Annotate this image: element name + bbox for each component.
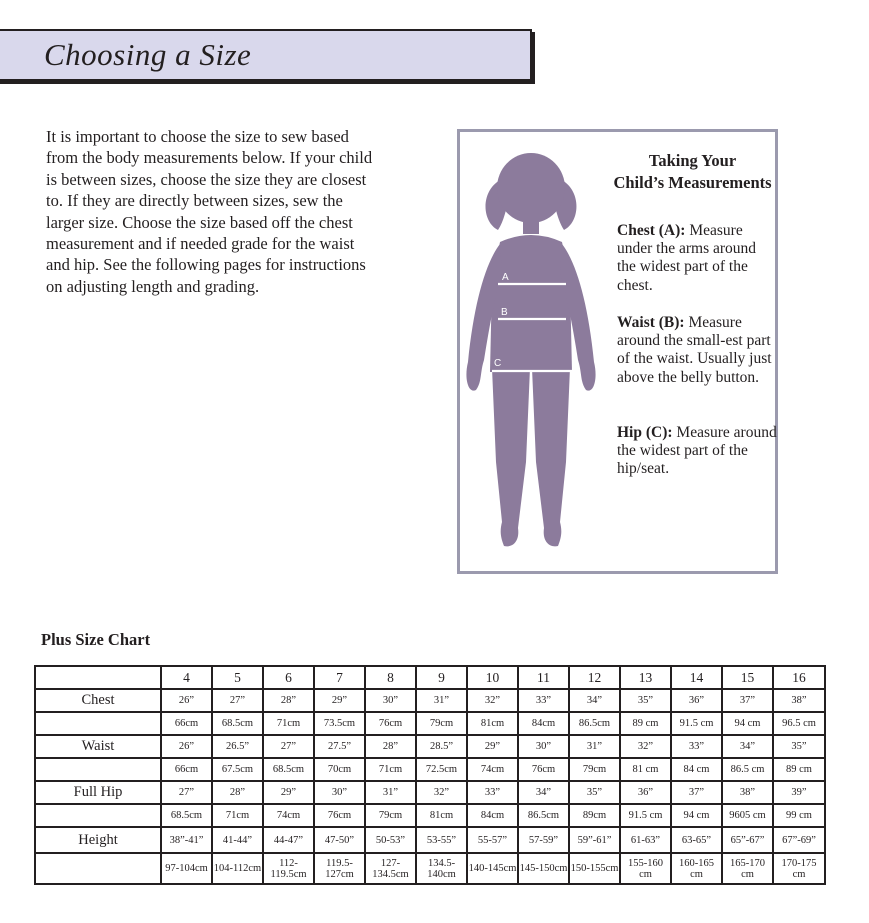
inch-value-cell: 29”	[467, 735, 518, 758]
cm-value-cell: 91.5 cm	[671, 712, 722, 735]
inch-value-cell: 37”	[671, 781, 722, 804]
panel-heading	[605, 150, 780, 194]
inch-value-cell: 32”	[467, 689, 518, 712]
inch-value-cell: 33”	[671, 735, 722, 758]
size-header-cell: 5	[212, 666, 263, 689]
inch-value-cell: 27”	[263, 735, 314, 758]
inch-value-cell: 34”	[569, 689, 620, 712]
cm-value-cell: 86.5 cm	[722, 758, 773, 781]
cm-value-cell: 66cm	[161, 712, 212, 735]
size-header-cell: 16	[773, 666, 825, 689]
size-chart-table	[34, 665, 826, 885]
marker-c: C	[494, 358, 502, 369]
inch-value-cell: 35”	[620, 689, 671, 712]
cm-value-cell: 73.5cm	[314, 712, 365, 735]
cm-value-cell: 79cm	[569, 758, 620, 781]
inch-value-cell: 32”	[416, 781, 467, 804]
inch-value-cell: 38”	[773, 689, 825, 712]
hip-label: Hip (C):	[617, 424, 673, 441]
row-label-height: Height	[35, 827, 161, 853]
cm-value-cell: 84cm	[518, 712, 569, 735]
cm-value-cell: 81cm	[467, 712, 518, 735]
cm-value-cell: 81cm	[416, 804, 467, 827]
cm-value-cell: 140-145cm	[467, 853, 518, 884]
cm-value-cell: 94 cm	[722, 712, 773, 735]
size-header-cell: 6	[263, 666, 314, 689]
chest-label: Chest (A):	[617, 222, 686, 239]
measurement-panel	[457, 129, 778, 574]
inch-value-cell: 34”	[722, 735, 773, 758]
cm-value-cell: 68.5cm	[161, 804, 212, 827]
row-label-blank	[35, 712, 161, 735]
cm-value-cell: 96.5 cm	[773, 712, 825, 735]
inch-value-cell: 26.5”	[212, 735, 263, 758]
cm-value-cell: 66cm	[161, 758, 212, 781]
cm-value-cell: 145-150cm	[518, 853, 569, 884]
cm-value-cell: 68.5cm	[212, 712, 263, 735]
cm-value-cell: 155-160 cm	[620, 853, 671, 884]
chest-instruction	[617, 222, 777, 295]
inch-value-cell: 55-57”	[467, 827, 518, 853]
inch-value-cell: 29”	[314, 689, 365, 712]
inch-value-cell: 36”	[620, 781, 671, 804]
inch-value-cell: 26”	[161, 735, 212, 758]
inch-value-cell: 26”	[161, 689, 212, 712]
inch-value-cell: 36”	[671, 689, 722, 712]
inch-value-cell: 37”	[722, 689, 773, 712]
waist-text: Measure around the small-est part of the waist. Usually just above the belly button.	[617, 314, 772, 386]
cm-value-cell: 76cm	[365, 712, 416, 735]
page-title: Choosing a Size	[44, 37, 252, 72]
row-label-full-hip: Full Hip	[35, 781, 161, 804]
cm-value-cell: 97-104cm	[161, 853, 212, 884]
panel-heading-line-2: Child’s Measurements	[613, 173, 772, 192]
inch-value-cell: 30”	[518, 735, 569, 758]
inch-value-cell: 27”	[212, 689, 263, 712]
cm-value-cell: 134.5-140cm	[416, 853, 467, 884]
cm-value-cell: 84cm	[467, 804, 518, 827]
cm-value-cell: 68.5cm	[263, 758, 314, 781]
size-header-cell: 7	[314, 666, 365, 689]
marker-a: A	[502, 272, 509, 283]
inch-value-cell: 30”	[365, 689, 416, 712]
cm-value-cell: 170-175 cm	[773, 853, 825, 884]
row-label-blank	[35, 853, 161, 884]
cm-value-cell: 72.5cm	[416, 758, 467, 781]
title-banner	[0, 29, 532, 81]
inch-value-cell: 67”-69”	[773, 827, 825, 853]
cm-value-cell: 71cm	[365, 758, 416, 781]
inch-value-cell: 32”	[620, 735, 671, 758]
row-label-blank	[35, 758, 161, 781]
cm-value-cell: 127-134.5cm	[365, 853, 416, 884]
inch-value-cell: 61-63”	[620, 827, 671, 853]
cm-value-cell: 76cm	[314, 804, 365, 827]
row-label-blank	[35, 804, 161, 827]
size-header-cell: 15	[722, 666, 773, 689]
inch-value-cell: 30”	[314, 781, 365, 804]
inch-value-cell: 38”	[722, 781, 773, 804]
cm-value-cell: 89 cm	[620, 712, 671, 735]
cm-value-cell: 71cm	[263, 712, 314, 735]
inch-value-cell: 28”	[365, 735, 416, 758]
size-header-cell: 8	[365, 666, 416, 689]
cm-value-cell: 71cm	[212, 804, 263, 827]
cm-value-cell: 67.5cm	[212, 758, 263, 781]
cm-value-cell: 74cm	[467, 758, 518, 781]
hip-instruction	[617, 424, 777, 479]
inch-value-cell: 41-44”	[212, 827, 263, 853]
inch-value-cell: 50-53”	[365, 827, 416, 853]
inch-value-cell: 34”	[518, 781, 569, 804]
cm-value-cell: 94 cm	[671, 804, 722, 827]
inch-value-cell: 65”-67”	[722, 827, 773, 853]
cm-value-cell: 84 cm	[671, 758, 722, 781]
inch-value-cell: 28”	[212, 781, 263, 804]
cm-value-cell: 86.5cm	[569, 712, 620, 735]
inch-value-cell: 38”-41”	[161, 827, 212, 853]
size-chart-title: Plus Size Chart	[41, 630, 151, 649]
size-header-cell: 11	[518, 666, 569, 689]
cm-value-cell: 89cm	[569, 804, 620, 827]
inch-value-cell: 53-55”	[416, 827, 467, 853]
cm-value-cell: 86.5cm	[518, 804, 569, 827]
cm-value-cell: 89 cm	[773, 758, 825, 781]
inch-value-cell: 31”	[365, 781, 416, 804]
cm-value-cell: 104-112cm	[212, 853, 263, 884]
row-label-chest: Chest	[35, 689, 161, 712]
intro-paragraph: It is important to choose the size to sew based from the body measurements below. If your child is between sizes, choose the size they are closest to. If they are directly between sizes, sew the larger size. Choose the size based off the chest measurement and if needed grade for the waist and hip. See the following pages for instructions on adjusting length and grading.	[46, 127, 373, 296]
inch-value-cell: 57-59”	[518, 827, 569, 853]
inch-value-cell: 28.5”	[416, 735, 467, 758]
cm-value-cell: 112-119.5cm	[263, 853, 314, 884]
size-header-cell: 12	[569, 666, 620, 689]
cm-value-cell: 119.5-127cm	[314, 853, 365, 884]
cm-value-cell: 76cm	[518, 758, 569, 781]
waist-instruction	[617, 314, 777, 387]
inch-value-cell: 39”	[773, 781, 825, 804]
cm-value-cell: 165-170 cm	[722, 853, 773, 884]
size-header-cell: 10	[467, 666, 518, 689]
panel-heading-line-1: Taking Your	[648, 151, 737, 170]
cm-value-cell: 70cm	[314, 758, 365, 781]
size-header-cell: 14	[671, 666, 722, 689]
cm-value-cell: 91.5 cm	[620, 804, 671, 827]
cm-value-cell: 79cm	[416, 712, 467, 735]
inch-value-cell: 44-47”	[263, 827, 314, 853]
cm-value-cell: 9605 cm	[722, 804, 773, 827]
inch-value-cell: 33”	[467, 781, 518, 804]
cm-value-cell: 79cm	[365, 804, 416, 827]
hip-text: Measure around the widest part of the hip/seat.	[617, 424, 777, 478]
cm-value-cell: 150-155cm	[569, 853, 620, 884]
inch-value-cell: 29”	[263, 781, 314, 804]
header-corner-cell	[35, 666, 161, 689]
cm-value-cell: 99 cm	[773, 804, 825, 827]
inch-value-cell: 47-50”	[314, 827, 365, 853]
row-label-waist: Waist	[35, 735, 161, 758]
waist-label: Waist (B):	[617, 314, 685, 331]
inch-value-cell: 63-65”	[671, 827, 722, 853]
inch-value-cell: 27”	[161, 781, 212, 804]
inch-value-cell: 35”	[569, 781, 620, 804]
cm-value-cell: 74cm	[263, 804, 314, 827]
chest-text: Measure under the arms around the widest part of the chest.	[617, 222, 757, 294]
marker-b: B	[501, 307, 508, 318]
inch-value-cell: 31”	[569, 735, 620, 758]
cm-value-cell: 81 cm	[620, 758, 671, 781]
inch-value-cell: 28”	[263, 689, 314, 712]
size-header-cell: 9	[416, 666, 467, 689]
inch-value-cell: 27.5”	[314, 735, 365, 758]
inch-value-cell: 59”-61”	[569, 827, 620, 853]
inch-value-cell: 33”	[518, 689, 569, 712]
inch-value-cell: 35”	[773, 735, 825, 758]
size-header-cell: 13	[620, 666, 671, 689]
inch-value-cell: 31”	[416, 689, 467, 712]
size-header-cell: 4	[161, 666, 212, 689]
cm-value-cell: 160-165 cm	[671, 853, 722, 884]
